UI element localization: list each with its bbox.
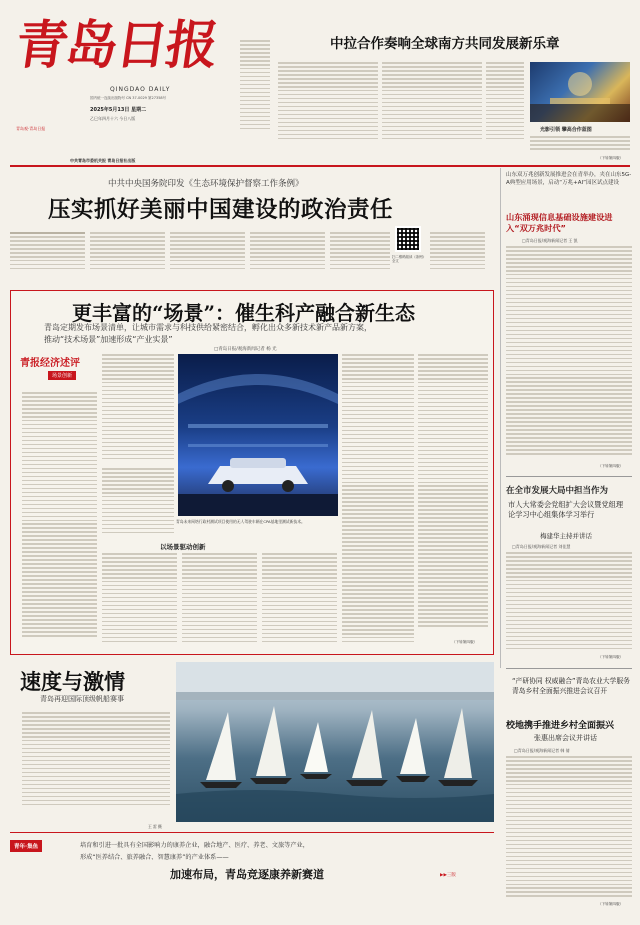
cn-number: 国内统一连续出版物号 CN 37-0029 第27358号 (90, 96, 167, 100)
lead-kicker: 中共中央国务院印发《生态环境保护督察工作条例》 (108, 179, 304, 189)
top-right-body-2 (382, 62, 482, 162)
footer-teaser-2: 形成“医养结合、旅养融合、智慧康养”的产业体系—— (80, 854, 229, 861)
qr-code[interactable] (395, 226, 421, 252)
right-item3-body (506, 756, 632, 902)
right-item2-kicker: 在全市发展大局中担当作为 (506, 486, 609, 496)
lunar-date: 乙巳年四月十六 今日八版 (90, 116, 136, 121)
right-rule-2 (506, 668, 632, 669)
top-right-body-1 (278, 62, 378, 162)
sailboats-graphic (176, 662, 494, 822)
top-right-photo (530, 62, 630, 122)
feature-headline: 更丰富的“场景”：催生科产融合新生态 (72, 301, 416, 325)
footer-logo[interactable]: 青年·集鱼 (10, 840, 42, 852)
right-item2-more: （下转第四版） (598, 655, 624, 659)
footer-teaser-1: 培育和引进一批具有全国影响力的康养企业，融合地产、医疗、养老、文旅等产业， (80, 842, 309, 849)
sail-headline: 速度与激情 (20, 669, 125, 694)
right-item3-kicker: “产研协同 权威融合”青岛农业大学服务青岛乡村全面振兴推进会议召开 (512, 677, 630, 695)
top-right-headline: 中拉合作奏响全球南方共同发展新乐章 (330, 36, 560, 52)
sail-body (22, 712, 170, 814)
right-item3-sub: 张惠出席会议并讲话 (534, 734, 597, 742)
latin-name: QINGDAO DAILY (110, 86, 171, 93)
feature-body-7 (342, 354, 414, 648)
lead-body-4 (250, 232, 325, 282)
right-col-divider (500, 168, 501, 668)
right-item1-body (506, 246, 632, 458)
right-item1-more: （下转第四版） (598, 464, 624, 468)
top-right-body-4 (530, 136, 630, 158)
issue-date: 2025年5月13日 星期二 (90, 107, 147, 113)
feature-deck-1: 青岛定期发布场景清单，让城市需求与科技供给紧密结合，孵化出众多新技术新产品新方案， (44, 323, 372, 332)
right-item1-byline: □青岛日报/观海新闻记者 王 凯 (522, 238, 578, 243)
lead-body-3 (170, 232, 245, 282)
top-right-photo-caption: 光影引领 攀高合作蓝图 (540, 127, 592, 133)
right-item3-headline: 校地携手推进乡村全面振兴 (506, 721, 615, 731)
lead-headline: 压实抓好美丽中国建设的政治责任 (48, 197, 394, 223)
stage-graphic (530, 62, 630, 122)
feature-body-4 (102, 553, 177, 648)
feature-deck-2: 推动“技术场景”加速形成“产业实景” (44, 335, 173, 344)
right-item2-byline: □青岛日报/观海新闻记者 刘佳慧 (512, 544, 571, 549)
top-right-body-3 (486, 62, 524, 162)
feature-body-5 (182, 553, 257, 648)
feature-body-2 (102, 354, 174, 464)
edition-tag: 青岛观·青岛日报 (16, 126, 46, 131)
top-right-more: （下转第四版） (598, 156, 624, 160)
column-badge-title: 青报经济述评 (20, 358, 80, 369)
feature-section-head: 以场景驱动创新 (160, 543, 206, 551)
right-item2-headline: 市人大常委会党组扩大会议暨党组理论学习中心组集体学习举行 (508, 500, 624, 519)
right-item2-sub: 梅建华主持并讲话 (540, 532, 592, 540)
feature-body-1 (22, 392, 97, 647)
feature-more: （下转第四版） (452, 640, 478, 644)
right-rule-1 (506, 476, 632, 477)
lead-body-6 (430, 232, 485, 282)
right-item2-body (506, 552, 632, 652)
newspaper-logo: 青岛日报 (11, 15, 221, 76)
sail-photographer: 王 雷 摄 (148, 824, 162, 829)
right-item3-byline: □青岛日报/观海新闻记者 韩 倩 (514, 748, 570, 753)
sail-photo (176, 662, 494, 822)
feature-body-8 (418, 354, 488, 634)
feature-body-6 (262, 553, 337, 648)
footer-headline[interactable]: 加速布局，青岛竞逐康养新赛道 (170, 868, 324, 881)
masthead-side-text (240, 40, 270, 158)
column-badge-sub: 场景创新 (48, 371, 76, 380)
publisher: 中共青岛市委机关报 青岛日报社出版 (70, 158, 136, 163)
footer-rule (10, 832, 494, 833)
right-item3-more: （下转第四版） (598, 902, 624, 906)
feature-body-3 (102, 468, 174, 538)
feature-byline: □青岛日报/观海新闻记者 杨 光 (214, 347, 277, 352)
right-item1-kicker: 山东双万兆创新发展推进会在青举办，夹在山东5G-A典型应用场景，启动“万兆+AI”园区试点建设 (506, 172, 632, 186)
qr-caption: 扫二维码阅读《条例》全文 (392, 255, 426, 264)
sail-sub: 青岛再迎国际顶级帆船赛事 (40, 695, 124, 703)
masthead (10, 8, 235, 163)
test-facility-graphic (178, 354, 338, 516)
lead-body-1 (10, 232, 85, 282)
masthead-rule (10, 165, 630, 167)
feature-photo (178, 354, 338, 516)
lead-body-5 (330, 232, 390, 282)
lead-body-2 (90, 232, 165, 282)
footer-page-ref[interactable]: ▶▶三版 (440, 873, 456, 878)
feature-photo-caption: 青岛未来网络行政村测试项目使用的无人驾驶车辆在CPA基地里测试新技术。 (176, 519, 305, 524)
right-item1-headline: 山东涌现信息基础设施建设进入“双万兆时代” (506, 212, 613, 233)
